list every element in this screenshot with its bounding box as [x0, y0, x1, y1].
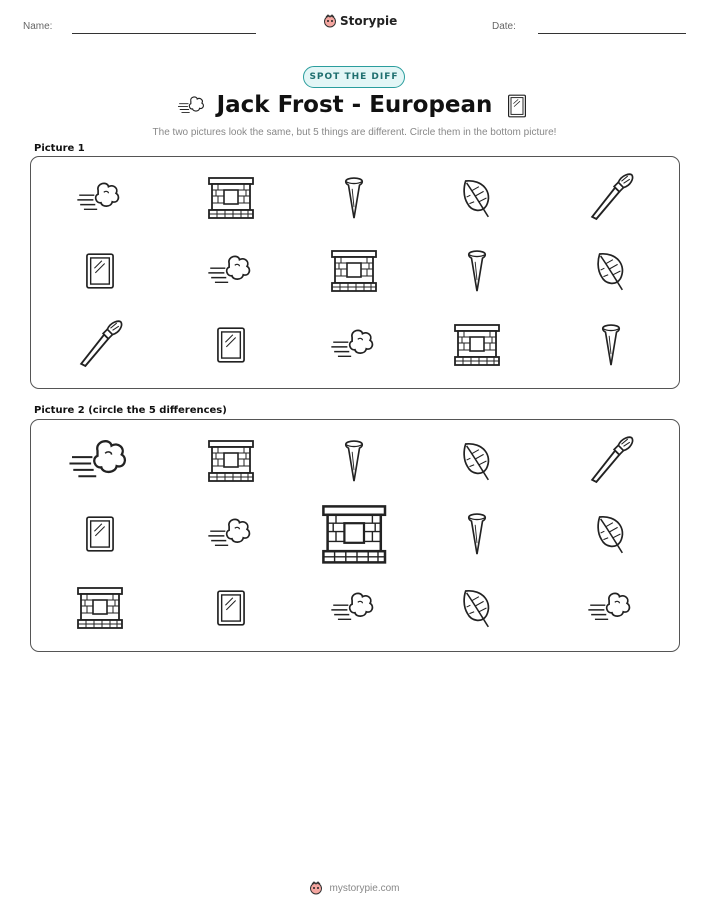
page-title: Jack Frost - European: [216, 92, 493, 118]
paintbrush-icon: [77, 322, 123, 368]
picture2-label[interactable]: Picture 2 (circle the 5 differences): [34, 405, 227, 416]
picture2-panel[interactable]: [30, 419, 680, 652]
leaf-icon[interactable]: [594, 513, 628, 555]
icicle-icon[interactable]: [343, 438, 365, 484]
wind-icon: [208, 254, 254, 288]
date-label: Date:: [492, 21, 516, 32]
fireplace-icon: [208, 177, 254, 219]
spot-the-diff-badge: SPOT THE DIFF: [303, 66, 405, 88]
name-label: Name:: [23, 21, 53, 32]
wind-icon[interactable]: [208, 517, 254, 551]
icicle-icon[interactable]: [466, 511, 488, 557]
paintbrush-icon: [588, 175, 634, 221]
icicle-icon: [600, 322, 622, 368]
name-line[interactable]: [72, 33, 256, 34]
footer-site: mystorypie.com: [329, 882, 400, 894]
mirror-icon[interactable]: [217, 589, 245, 627]
icicle-icon: [466, 248, 488, 294]
storypie-mascot-icon: [309, 881, 323, 895]
storypie-mascot-icon: [323, 14, 337, 28]
fireplace-icon[interactable]: [208, 440, 254, 482]
title-mirror-icon: [508, 94, 526, 122]
wind-icon[interactable]: [588, 591, 634, 625]
wind-icon[interactable]: [331, 591, 377, 625]
leaf-icon: [594, 250, 628, 292]
picture1-panel: [30, 156, 680, 389]
fireplace-icon: [331, 250, 377, 292]
mirror-icon[interactable]: [86, 515, 114, 553]
fireplace-icon[interactable]: [322, 505, 386, 564]
leaf-icon[interactable]: [460, 440, 494, 482]
wind-icon: [331, 328, 377, 362]
mirror-icon: [86, 252, 114, 290]
wind-icon: [77, 181, 123, 215]
date-line[interactable]: [538, 33, 686, 34]
mirror-icon: [217, 326, 245, 364]
fireplace-icon: [454, 324, 500, 366]
brand-name: Storypie: [340, 14, 398, 28]
wind-icon[interactable]: [69, 438, 131, 484]
footer: [0, 881, 709, 895]
leaf-icon[interactable]: [460, 587, 494, 629]
icicle-icon: [343, 175, 365, 221]
leaf-icon: [460, 177, 494, 219]
brand-logo: [323, 14, 397, 28]
instructions: The two pictures look the same, but 5 things are different. Circle them in the bottom picture!: [152, 127, 557, 138]
picture1-label: Picture 1: [34, 143, 85, 154]
fireplace-icon[interactable]: [77, 587, 123, 629]
paintbrush-icon[interactable]: [588, 438, 634, 484]
